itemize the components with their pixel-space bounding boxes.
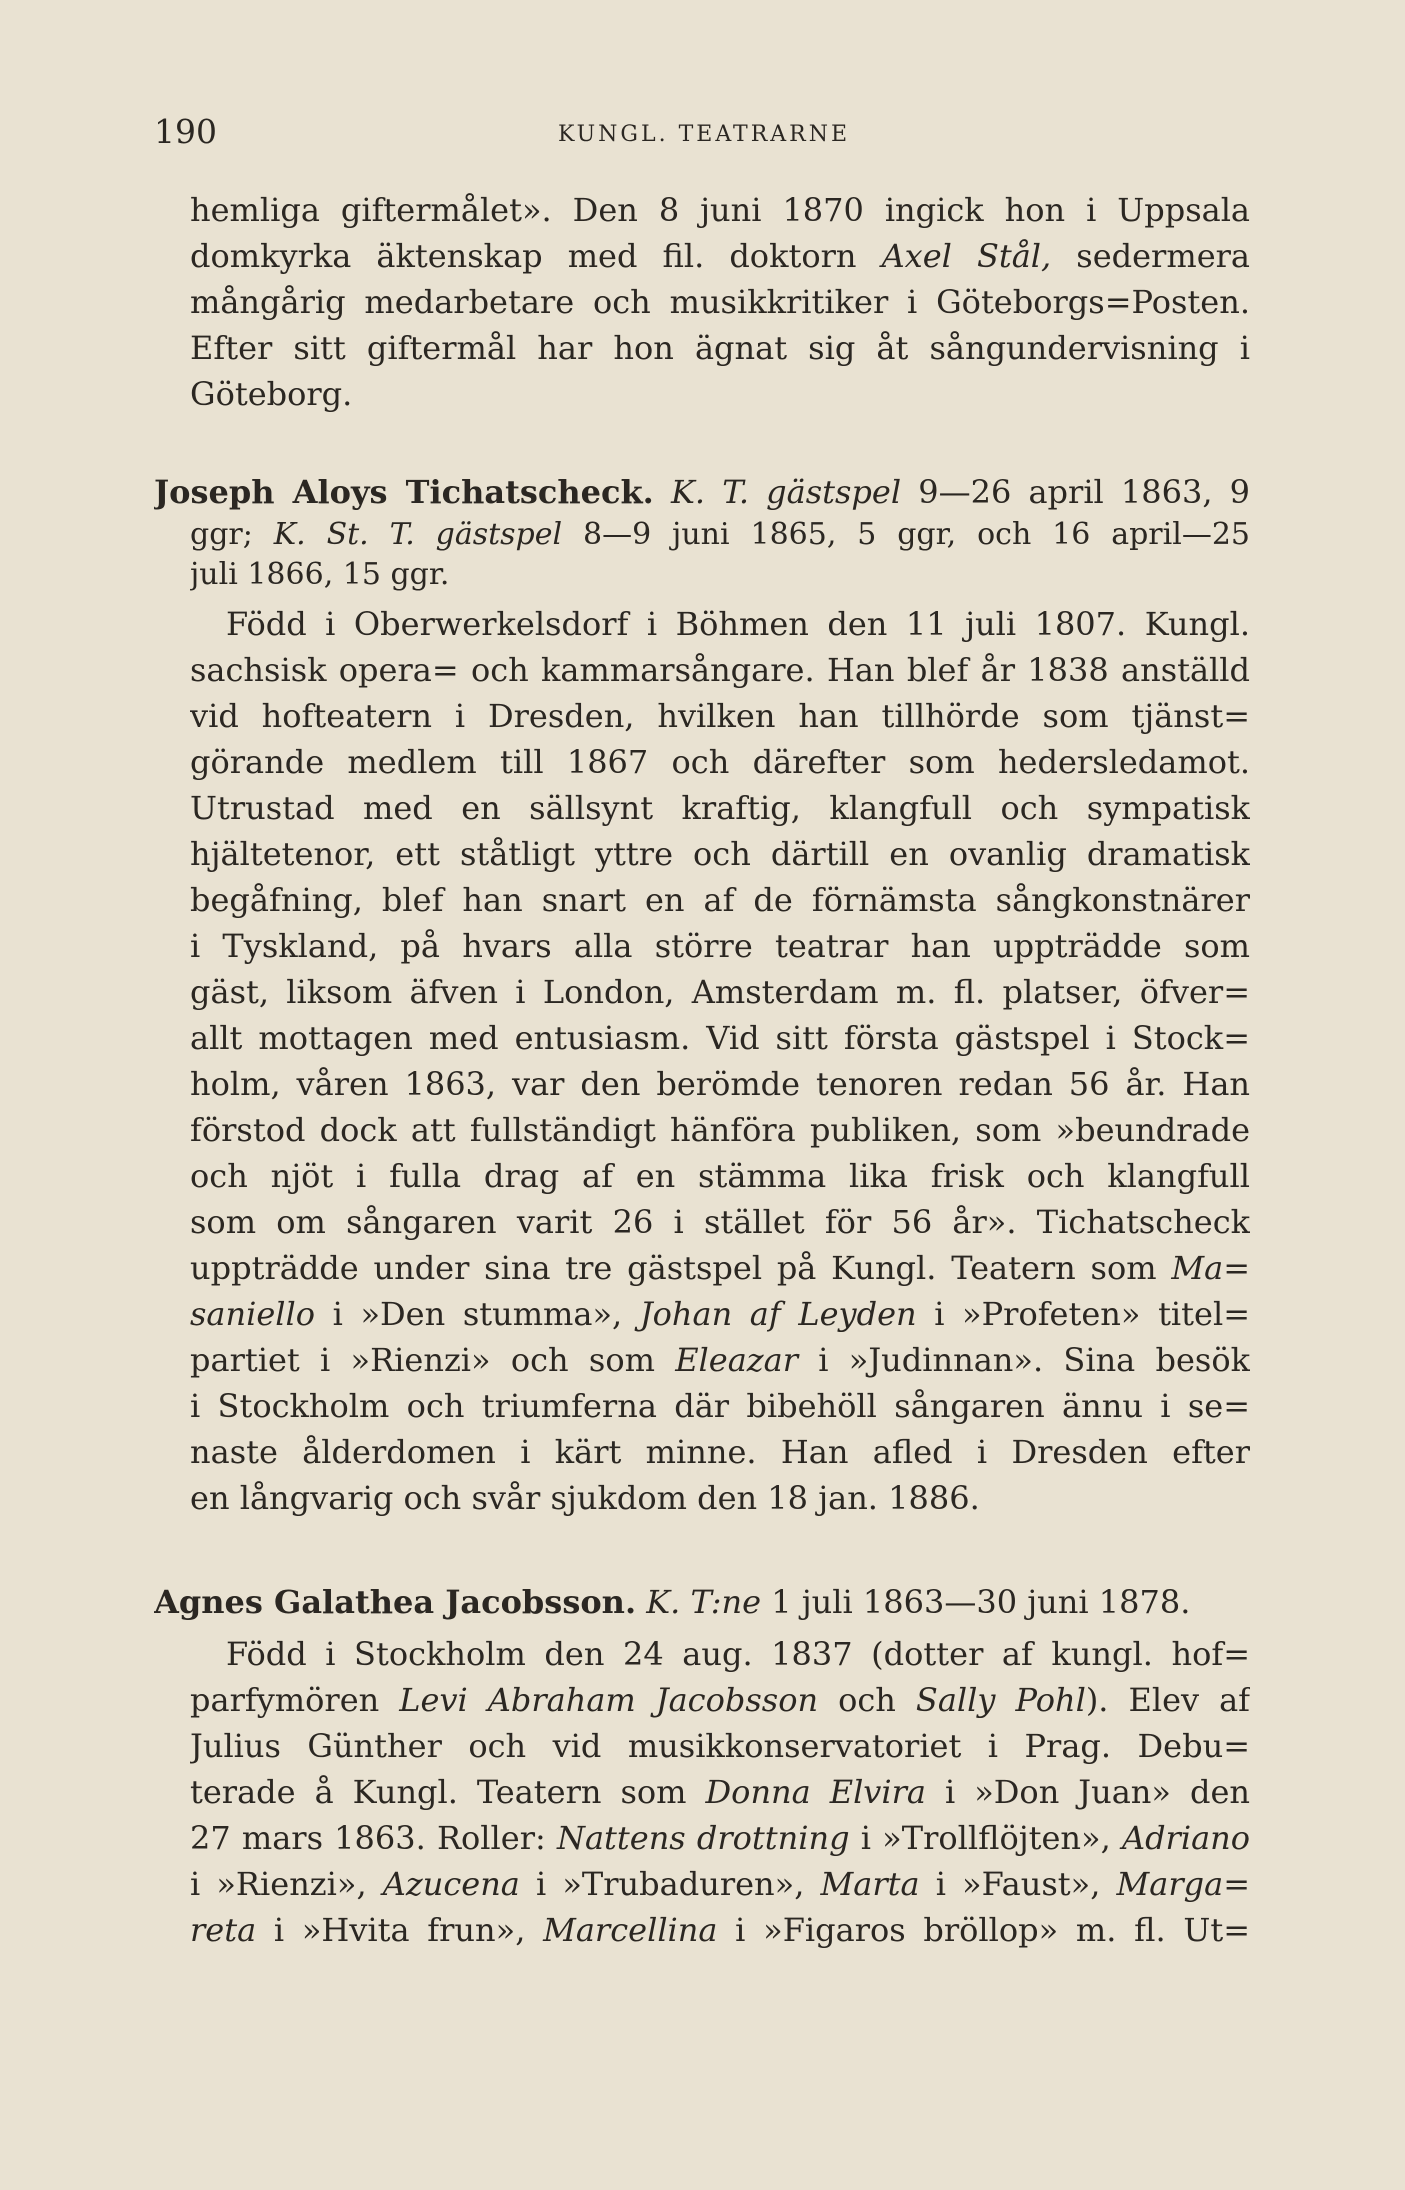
text-line: Född i Stockholm den 24 aug. 1837 (dotter af kungl. hof= bbox=[226, 1635, 1250, 1673]
text-line: sachsisk opera= och kammarsångare. Han blef år 1838 anställd bbox=[190, 651, 1250, 689]
text-line: Utrustad med en sällsynt kraftig, klangfull och sympatisk bbox=[190, 789, 1250, 827]
entry-heading: Agnes Galathea Jacobsson. K. T:ne 1 juli 1863—30 juni 1878. bbox=[154, 1583, 1191, 1621]
text-line: hjältetenor, ett ståtligt yttre och därtill en ovanlig dramatisk bbox=[190, 835, 1250, 873]
text-line: i »Rienzi», Azucena i »Trubaduren», Marta i »Faust», Marga= bbox=[190, 1865, 1250, 1903]
text-line: allt mottagen med entusiasm. Vid sitt första gästspel i Stock= bbox=[190, 1019, 1250, 1057]
page-header bbox=[154, 112, 1254, 162]
text-line: i Tyskland, på hvars alla större teatrar han uppträdde som bbox=[190, 927, 1250, 965]
entry-heading-continuation bbox=[190, 515, 1250, 595]
text-line: Göteborg. bbox=[190, 375, 353, 413]
text-line: Efter sitt giftermål har hon ägnat sig åt sångundervisning i bbox=[190, 329, 1250, 367]
text-line: begåfning, blef han snart en af de förnämsta sångkonstnärer bbox=[190, 881, 1250, 919]
entry-body bbox=[190, 601, 1250, 1521]
entry-heading: Joseph Aloys Tichatscheck. K. T. gästspel 9—26 april 1863, 9 bbox=[154, 473, 1250, 511]
text-line: gäst, liksom äfven i London, Amsterdam m. fl. platser, öfver= bbox=[190, 973, 1250, 1011]
text-line: ggr; K. St. T. gästspel 8—9 juni 1865, 5 ggr, och 16 april—25 bbox=[190, 517, 1250, 552]
text-line: parfymören Levi Abraham Jacobsson och Sally Pohl). Elev af bbox=[190, 1681, 1250, 1719]
text-line: i Stockholm och triumferna där bibehöll sångaren ännu i se= bbox=[190, 1387, 1250, 1425]
text-line: som om sångaren varit 26 i stället för 56 år». Tichatscheck bbox=[190, 1203, 1250, 1241]
entry-body bbox=[190, 1631, 1250, 1953]
entry-jacobsson bbox=[154, 1579, 1250, 1953]
text-line: naste ålderdomen i kärt minne. Han afled i Dresden efter bbox=[190, 1433, 1250, 1471]
text-line: reta i »Hvita frun», Marcellina i »Figaros bröllop» m. fl. Ut= bbox=[190, 1911, 1250, 1949]
entry-name: Agnes Galathea Jacobsson. bbox=[154, 1583, 637, 1621]
entry-name: Joseph Aloys Tichatscheck. bbox=[154, 473, 654, 511]
page-content bbox=[154, 187, 1250, 1953]
text-line: terade å Kungl. Teatern som Donna Elvira i »Don Juan» den bbox=[190, 1773, 1250, 1811]
text-line: holm, våren 1863, var den berömde tenoren redan 56 år. Han bbox=[190, 1065, 1250, 1103]
text-line: mångårig medarbetare och musikkritiker i Göteborgs=Posten. bbox=[190, 283, 1250, 321]
text-line: och njöt i fulla drag af en stämma lika frisk och klangfull bbox=[190, 1157, 1250, 1195]
text-line: uppträdde under sina tre gästspel på Kungl. Teatern som Ma= bbox=[190, 1249, 1250, 1287]
text-line: Julius Günther och vid musikkonservatoriet i Prag. Debu= bbox=[190, 1727, 1250, 1765]
entry-tichatscheck bbox=[154, 469, 1250, 1521]
text-line: saniello i »Den stumma», Johan af Leyden i »Profeten» titel= bbox=[190, 1295, 1250, 1333]
text-line: partiet i »Rienzi» och som Eleazar i »Judinnan». Sina besök bbox=[190, 1341, 1250, 1379]
text-line: görande medlem till 1867 och därefter som hedersledamot. bbox=[190, 743, 1250, 781]
text-line: Född i Oberwerkelsdorf i Böhmen den 11 juli 1807. Kungl. bbox=[226, 605, 1250, 643]
text-line: domkyrka äktenskap med fil. doktorn Axel Stål, sedermera bbox=[190, 237, 1250, 275]
text-line: hemliga giftermålet». Den 8 juni 1870 ingick hon i Uppsala bbox=[190, 191, 1250, 229]
text-line: juli 1866, 15 ggr. bbox=[190, 557, 450, 592]
intro-paragraph bbox=[190, 187, 1250, 417]
text-line: 27 mars 1863. Roller: Nattens drottning i »Trollflöjten», Adriano bbox=[190, 1819, 1250, 1857]
page-number: 190 bbox=[154, 112, 217, 151]
running-head: KUNGL. TEATRARNE bbox=[557, 122, 851, 147]
text-line: vid hofteatern i Dresden, hvilken han tillhörde som tjänst= bbox=[190, 697, 1250, 735]
text-line: en långvarig och svår sjukdom den 18 jan. 1886. bbox=[190, 1479, 980, 1517]
text-line: förstod dock att fullständigt hänföra publiken, som »beundrade bbox=[190, 1111, 1250, 1149]
